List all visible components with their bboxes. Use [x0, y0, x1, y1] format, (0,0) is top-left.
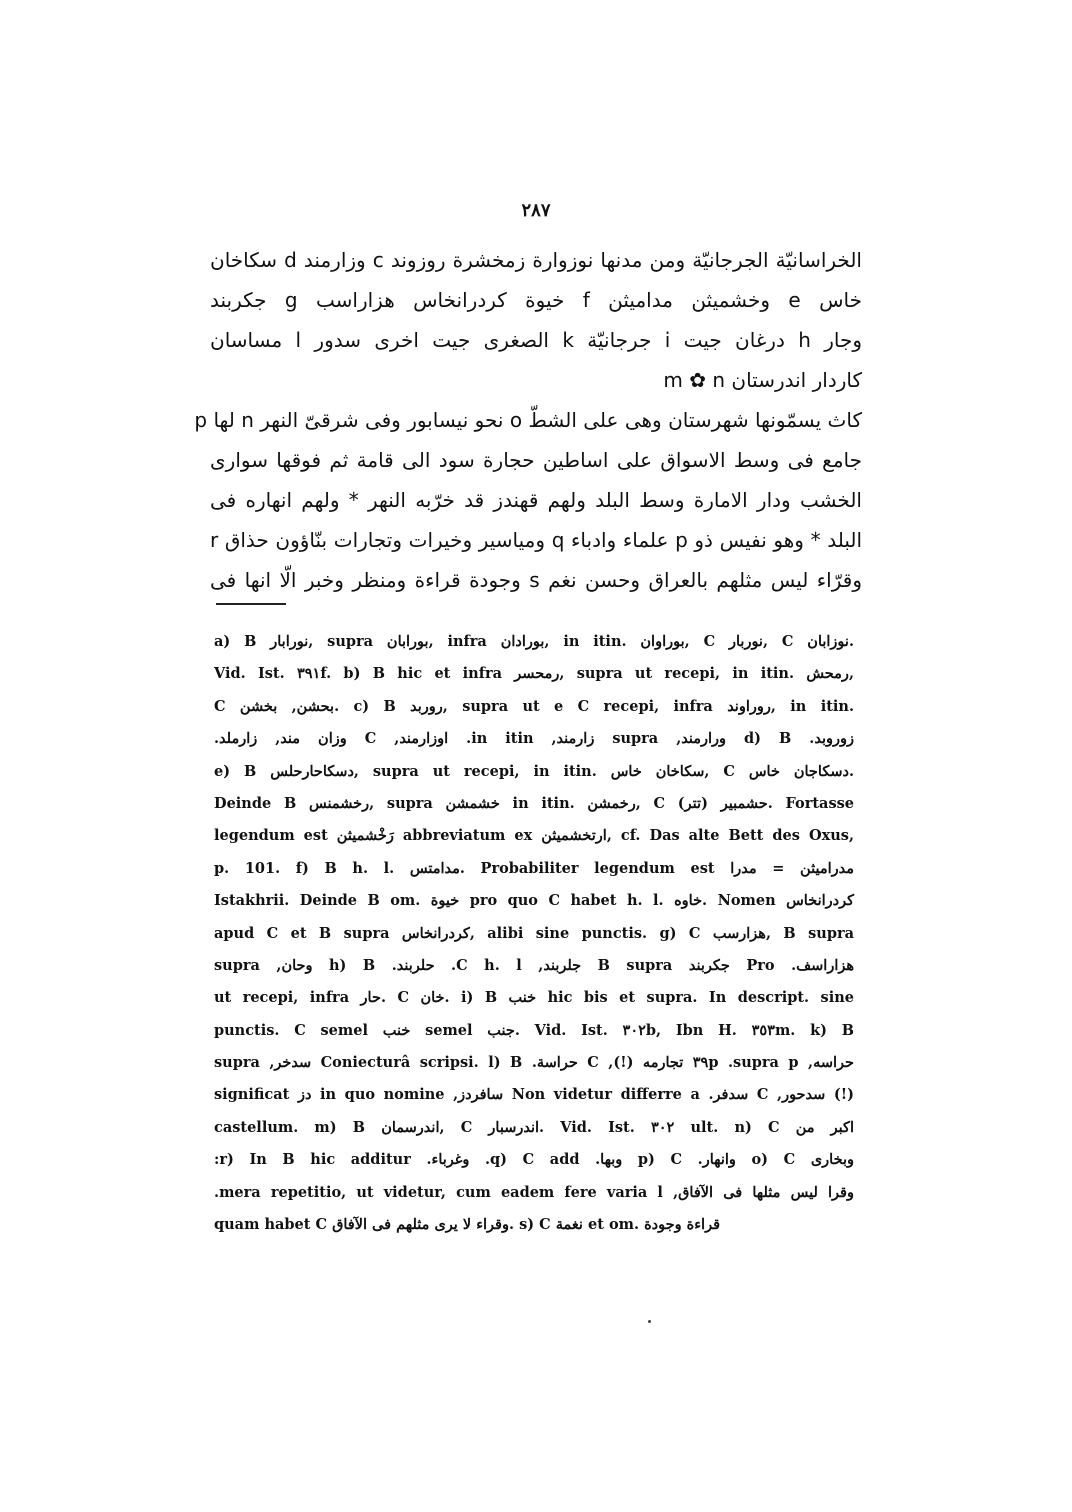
arabic-text-line: كاردار اندرستان m ✿ n: [663, 368, 862, 392]
footnote-line: a) B نورابار, supra بورابان, infra بورادان, in itin. بوراوان, C نوربار, C نوزابان.: [214, 633, 855, 650]
footnote-line: castellum. m) B اندرسمان, C اندرسبار. Vid. Ist. ٣٠٢ ult. n) C اكبر من: [214, 1118, 854, 1136]
footnote-line: e) B دسكاحارحلس, supra ut recepi, in itin. سكاخان خاس, C دسكاجان خاس.: [214, 762, 854, 780]
footnote-line: legendum est رَخْشميثن abbreviatum ex ارتخشميثن, cf. Das alte Bett des Oxus,: [214, 827, 854, 845]
footnote-line: C بحشن, بخشن. c) B روربد, supra ut e C recepi, infra روراوند, in itin.: [214, 697, 854, 715]
arabic-text-line: كاث يسمّونها شهرستان وهى على الشطّ o نحو نيسابور وفى شرقىّ النهر n لها p: [194, 408, 862, 432]
arabic-main-text: [194, 240, 862, 600]
footnote-line: حراسه, supra p. ٣٩p تجارمه (!), C حراسة. Coniecturâ scripsi. l) B سدخر, supra: [214, 1054, 854, 1072]
footnote-separator: [216, 603, 286, 605]
footnote-line: هزاراسف. Pro جكربند B supra جلربند, C h. l. حلربند. h) B وحان, supra: [214, 956, 854, 974]
arabic-text-line: الخراسانيّة الجرجانيّة ومن مدنها نوزوارة زمخشرة روزوند c وزارمند d سكاخان: [210, 248, 862, 272]
footnote-line: Deinde B رخشمنس, supra خشمشن in itin. رخمشن, C (تتر) حشمبير. Fortasse: [214, 794, 854, 812]
footnote-line: وبخارى o) C وانهار. p) C وبها. q) C add. وغرباء. r) In B hic additur:: [214, 1151, 854, 1169]
arabic-text-line: الخشب ودار الامارة وسط البلد ولهم قهندز قد خرّبه النهر * ولهم انهاره فى: [210, 488, 862, 512]
footnote-line: زوروبد. d) B ورارمند, supra زارمند, in itin. اوزارمند, C وزان مند, زارملد.: [214, 730, 854, 748]
arabic-text-line: وجار h درغان جيت i جرجانيّة k الصغرى جيت اخرى سدور l مساسان: [210, 328, 862, 352]
footnote-line: Istakhrii. Deinde B om. خيوة pro quo C habet h. l. خاوه. Nomen كردرانخاس: [214, 892, 854, 910]
footnote-line: وقرا ليس مثلها فى الآفاق, mera repetitio, ut videtur, cum eadem fere varia l.: [214, 1183, 854, 1201]
footnote-line: quam habet C وقراء لا يرى مثلهم فى الآفاق. s) C نغمة et om. قراءة وجودة: [214, 1216, 721, 1234]
footnote-line: ut recepi, infra حار. C خان. i) B خنب hic bis et supra. In descript. sine: [214, 989, 854, 1007]
page-number: ٢٨٧: [521, 200, 551, 221]
footnote-line: (!) سدحور, C سدفر. Non videtur differre a سافردز, in quo nomine دز significat: [214, 1086, 854, 1104]
arabic-text-line: خاس e وخشميثن مداميثن f خيوة كردرانخاس هزاراسب g جكربند: [210, 288, 862, 312]
footnote-line: punctis. C semel خنب semel جنب. Vid. Ist. ٣٠٢b, Ibn H. ٣٥٣m. k) B: [214, 1021, 855, 1039]
footnote-line: apud C et B supra كردرانخاس, alibi sine punctis. g) C هزارسب, B supra: [214, 924, 854, 942]
arabic-text-line: وقرّاء ليس مثلهم بالعراق وحسن نغم s وجودة قراءة ومنظر وخبر الّا انها فى: [210, 568, 862, 592]
print-speck: [648, 1320, 651, 1323]
footnote-line: p. 101. f) B h. l. مدامتس. Probabiliter legendum est مدرامیثن = مدرا: [214, 859, 854, 877]
arabic-text-line: جامع فى وسط الاسواق على اساطين حجارة سود الى قامة ثم فوقها سوارى: [210, 448, 862, 472]
footnotes-block: [214, 626, 854, 1241]
arabic-text-line: البلد * وهو نفيس ذو p علماء وادباء q ومياسير وخيرات وتجارات بنّاؤون حذاق r: [210, 528, 862, 552]
footnote-line: Vid. Ist. ٣٩١f. b) B hic et infra رمحسر, supra ut recepi, in itin. رمحش,: [214, 665, 854, 683]
